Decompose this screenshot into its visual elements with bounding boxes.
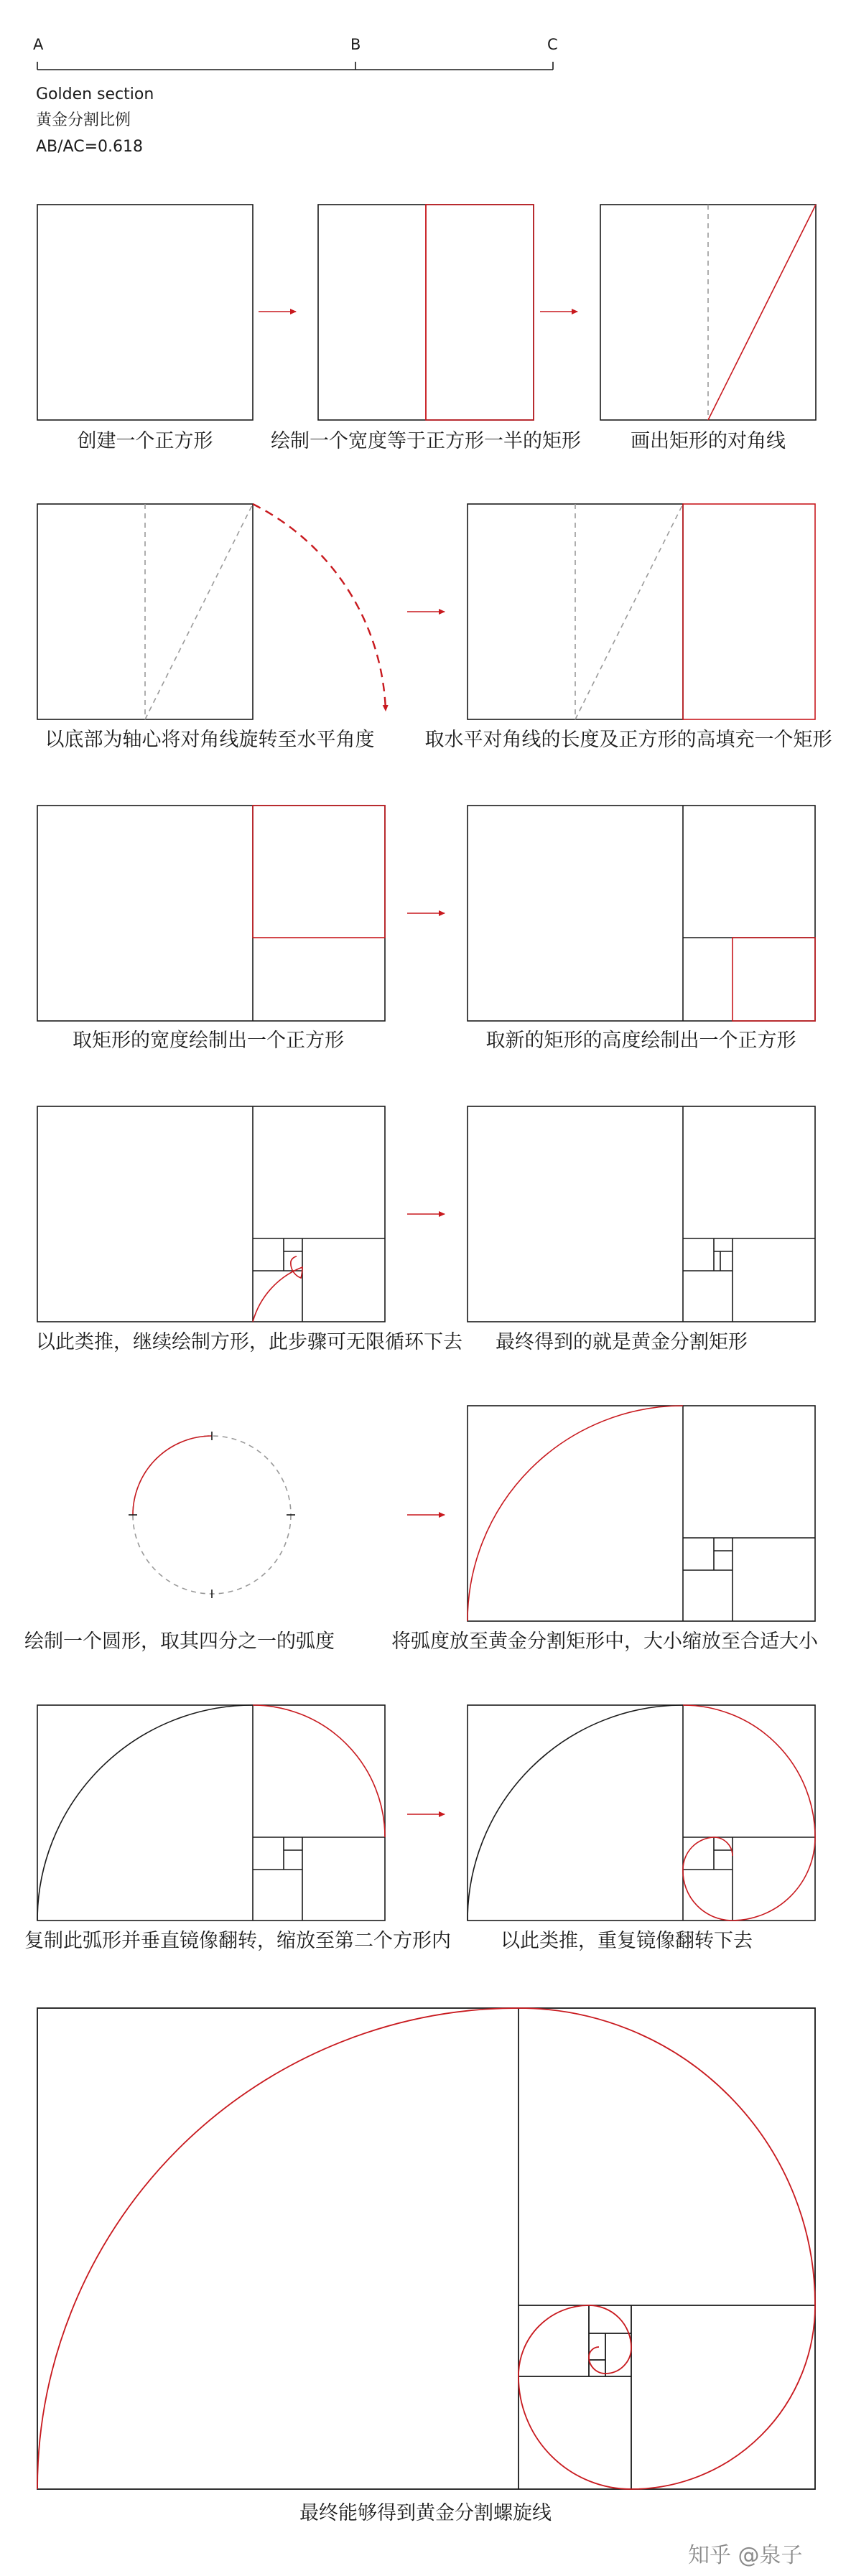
panel-rectangle-square [37, 806, 385, 1021]
step-caption: 画出矩形的对角线 [631, 430, 786, 452]
point-b-label: B [350, 36, 361, 53]
panel-extended-rectangle [468, 504, 815, 719]
ratio-label: AB/AC=0.618 [36, 138, 143, 156]
watermark: 知乎 @泉子 [688, 2543, 803, 2568]
point-c-label: C [547, 36, 558, 53]
step-caption: 取矩形的宽度绘制出一个正方形 [73, 1030, 344, 1052]
panel-diagonal [600, 205, 816, 420]
step-caption: 取水平对角线的长度及正方形的高填充一个矩形 [424, 729, 832, 751]
step-caption: 取新的矩形的高度绘制出一个正方形 [485, 1030, 796, 1052]
panel-rotate-diagonal [37, 504, 386, 719]
panel-half-rectangle [318, 205, 534, 420]
panel-golden-rectangle [468, 1106, 815, 1322]
panel-repeated-mirror [468, 1705, 815, 1921]
step-caption: 将弧度放至黄金分割矩形中，大小缩放至合适大小 [391, 1630, 818, 1653]
ruler-abc [37, 62, 553, 70]
panel-square [37, 205, 253, 420]
step-arrows [259, 312, 577, 1814]
step-caption: 复制此弧形并垂直镜像翻转，缩放至第二个方形内 [24, 1930, 451, 1952]
step-caption: 以底部为轴心将对角线旋转至水平角度 [45, 729, 375, 751]
panel-mirrored-arc [37, 1705, 385, 1921]
step-caption: 绘制一个宽度等于正方形一半的矩形 [271, 430, 581, 452]
step-caption: 以此类推，继续绘制方形，此步骤可无限循环下去 [36, 1331, 462, 1353]
step-caption: 最终得到的就是黄金分割矩形 [496, 1331, 748, 1353]
point-a-label: A [33, 36, 44, 53]
panel-circle [129, 1432, 295, 1598]
panel-new-square [468, 806, 815, 1021]
panel-final-spiral [37, 2008, 815, 2489]
step-caption: 绘制一个圆形，取其四分之一的弧度 [24, 1630, 335, 1653]
title-zh: 黄金分割比例 [36, 111, 131, 129]
panel-arc-in-rectangle [468, 1406, 815, 1621]
final-caption: 最终能够得到黄金分割螺旋线 [299, 2502, 552, 2524]
title-en: Golden section [36, 85, 154, 103]
step-caption: 创建一个正方形 [77, 430, 213, 452]
step-caption: 以此类推，重复镜像翻转下去 [501, 1930, 753, 1952]
panel-repeat-squares [37, 1106, 385, 1322]
